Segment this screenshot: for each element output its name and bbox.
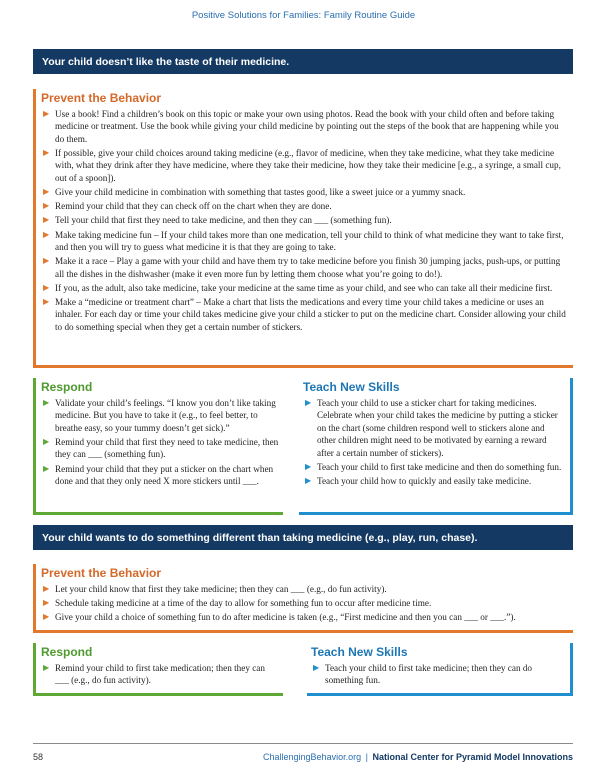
arrow-bullet-icon: ▶ <box>305 461 312 471</box>
list-item: ▶ Remind your child that they can check off on the chart when they are done. <box>43 201 332 212</box>
respond-box <box>33 643 283 696</box>
prevent-title: Prevent the Behavior <box>41 91 162 105</box>
prevent-box <box>33 564 573 633</box>
respond-list <box>41 397 279 487</box>
list-item: ▶ Make taking medicine fun – If your child takes more than one medication, tell your child to think of what medicine they want to take first, and then you will try to guess what medicine it is that they are going to take. <box>43 229 564 253</box>
prevent-list <box>41 108 567 333</box>
teach-box <box>299 378 573 515</box>
footer-separator: | <box>365 752 368 762</box>
list-item: ▶ Let your child know that first they take medicine; then they can ___ (e.g., do fun activity). <box>43 584 387 594</box>
list-item: ▶ Tell your child that first they need to take medicine, and then they can ___ (something fun). <box>43 215 392 226</box>
scenario-banner: Your child doesn’t like the taste of their medicine. <box>33 49 573 74</box>
list-item: ▶ Teach your child how to quickly and easily take medicine. <box>305 476 532 487</box>
list-item: ▶ Remind your child that first they need to take medicine, then they can ___ (something fun). <box>43 437 279 460</box>
arrow-bullet-icon: ▶ <box>43 229 50 239</box>
footer-credit <box>263 752 573 762</box>
arrow-bullet-icon: ▶ <box>305 476 312 486</box>
arrow-bullet-icon: ▶ <box>43 297 50 307</box>
prevent-title: Prevent the Behavior <box>41 566 162 580</box>
list-item: ▶ Teach your child to first take medicine; then they can do something fun. <box>313 663 533 686</box>
list-item: ▶ Validate your child’s feelings. “I know you don’t like taking medicine. But you have to take it (e.g., to feel better, to breathe easy, so your tummy doesn’t get sick).” <box>43 398 276 433</box>
list-item: ▶ Give your child medicine in combination with something that tastes good, like a sweet juice or a yummy snack. <box>43 187 466 198</box>
arrow-bullet-icon: ▶ <box>43 663 50 672</box>
arrow-bullet-icon: ▶ <box>43 612 50 622</box>
arrow-bullet-icon: ▶ <box>43 256 50 266</box>
list-item: ▶ Make a “medicine or treatment chart” – Make a chart that lists the medications and every time your child takes a medicine or uses an inhaler. For each day or time your child takes medicine give your child a sticker to put on the medicine chart. Consider allowing your child to do something special when they get a certain number of stickers. <box>43 297 566 332</box>
page-number: 58 <box>33 752 44 762</box>
arrow-bullet-icon: ▶ <box>43 148 50 158</box>
respond-list <box>41 662 279 687</box>
footer-site-link[interactable]: ChallengingBehavior.org <box>263 752 362 762</box>
teach-title: Teach New Skills <box>311 645 408 659</box>
arrow-bullet-icon: ▶ <box>305 398 312 407</box>
arrow-bullet-icon: ▶ <box>43 463 50 473</box>
list-item: ▶ Remind your child that they put a sticker on the chart when done and that they only need X more stickers until ___. <box>43 463 274 487</box>
arrow-bullet-icon: ▶ <box>43 584 50 593</box>
list-item: ▶ Give your child a choice of something fun to do after medicine is taken (e.g., “First medicine and then you can ___ or ___.”). <box>43 612 516 623</box>
respond-box <box>33 378 283 515</box>
respond-title: Respond <box>41 645 93 659</box>
arrow-bullet-icon: ▶ <box>43 282 50 292</box>
teach-list <box>303 397 564 487</box>
list-item: ▶ Teach your child to first take medicine and then do something fun. <box>305 461 562 472</box>
arrow-bullet-icon: ▶ <box>43 437 50 447</box>
arrow-bullet-icon: ▶ <box>43 215 50 225</box>
list-item: ▶ Schedule taking medicine at a time of the day to allow for something fun to occur after medicine time. <box>43 598 432 609</box>
arrow-bullet-icon: ▶ <box>43 201 50 211</box>
list-item: ▶ Teach your child to use a sticker chart for taking medicines. Celebrate when your child takes the medicine by putting a sticker on the chart (some children respond well to stickers alone and other children might need to be motivated by earning a reward after a certain number of stickers). <box>305 398 558 458</box>
list-item: ▶ Make it a race – Play a game with your child and have them try to take medicine before you finish 30 jumping jacks, push-ups, or putting all the dishes in the dishwasher (make it even more fun by letting them choose what you’re going to do!). <box>43 256 561 279</box>
footer-org: National Center for Pyramid Model Innovations <box>372 752 573 762</box>
list-item: ▶ Remind your child to first take medication; then they can ___ (e.g., do fun activity). <box>43 663 265 686</box>
scenario-banner: Your child wants to do something different than taking medicine (e.g., play, run, chase). <box>33 525 573 550</box>
arrow-bullet-icon: ▶ <box>313 663 320 672</box>
list-item: ▶ Use a book! Find a children’s book on this topic or make your own using photos. Read the book with your child often and before taking medicine or treatment. Use the book while giving your child medicine by pointing out the steps of the book that are happening while you do them. <box>43 109 559 144</box>
prevent-box <box>33 89 573 368</box>
teach-box <box>307 643 573 696</box>
arrow-bullet-icon: ▶ <box>43 187 50 197</box>
arrow-bullet-icon: ▶ <box>43 598 50 608</box>
respond-title: Respond <box>41 380 93 394</box>
footer-divider <box>33 743 573 744</box>
arrow-bullet-icon: ▶ <box>43 398 50 407</box>
list-item: ▶ If you, as the adult, also take medicine, take your medicine at the same time as your child, and see who can take all their medicine first. <box>43 282 553 293</box>
list-item: ▶ If possible, give your child choices around taking medicine (e.g., flavor of medicine, when they take medicine, what they take medicine with, what they drink after they have medicine, where they take their medicine, how they take their medicine [e.g., a syringe, a small cup, out of a spoon]). <box>43 148 561 183</box>
teach-title: Teach New Skills <box>303 380 400 394</box>
teach-list <box>311 662 564 687</box>
arrow-bullet-icon: ▶ <box>43 109 50 118</box>
page-header: Positive Solutions for Families: Family Routine Guide <box>191 10 416 21</box>
prevent-list <box>41 583 567 624</box>
